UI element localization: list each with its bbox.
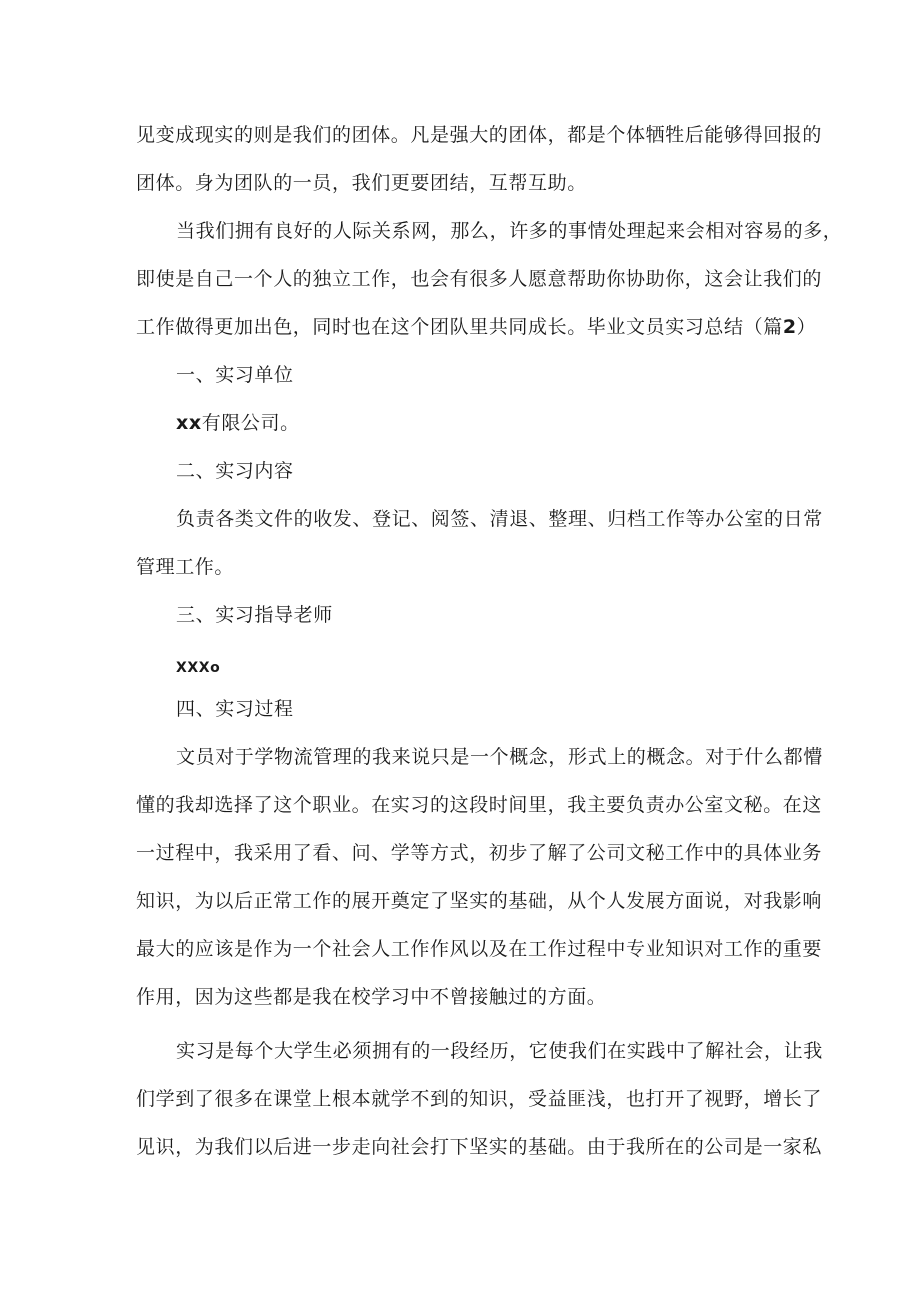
section-4-paragraph-1-line-4: 知识，为以后正常工作的展开奠定了坚实的基础，从个人发展方面说，对我影响 — [136, 890, 823, 912]
section-1-heading: 一、实习单位 — [176, 364, 294, 386]
section-4-paragraph-1-line-2: 懂的我却选择了这个职业。在实习的这段时间里，我主要负责办公室文秘。在这 — [136, 794, 823, 816]
section-1-content-prefix: xx — [176, 412, 202, 434]
paragraph-2-line-3-text: 工作做得更加出色，同时也在这个团队里共同成长。毕业文员实习总结（篇 — [136, 316, 783, 338]
section-4-heading: 四、实习过程 — [176, 698, 294, 720]
section-4-paragraph-2-line-1: 实习是每个大学生必须拥有的一段经历，它使我们在实践中了解社会，让我 — [176, 1040, 823, 1062]
section-1-content-rest: 有限公司。 — [201, 412, 300, 434]
paragraph-2-line-1: 当我们拥有良好的人际关系网，那么，许多的事情处理起来会相对容易的多， — [176, 220, 843, 242]
section-4-paragraph-1-line-6: 作用，因为这些都是我在校学习中不曾接触过的方面。 — [136, 986, 607, 1008]
section-2-line-1: 负责各类文件的收发、登记、阅签、清退、整理、归档工作等办公室的日常 — [176, 508, 823, 530]
section-2-heading: 二、实习内容 — [176, 460, 294, 482]
section-4-paragraph-1-line-1: 文员对于学物流管理的我来说只是一个概念，形式上的概念。对于什么都懵 — [176, 746, 823, 768]
paragraph-2-line-3 — [136, 315, 816, 339]
section-1-content — [176, 411, 300, 435]
section-4-paragraph-2-line-3: 见识，为我们以后进一步走向社会打下坚实的基础。由于我所在的公司是一家私 — [136, 1136, 823, 1158]
paragraph-2-close-paren: ） — [796, 316, 817, 338]
section-3-content: XXXo — [176, 660, 221, 676]
section-3-heading: 三、实习指导老师 — [176, 604, 333, 626]
paragraph-2-chapter-number: 2 — [782, 316, 797, 338]
section-4-paragraph-1-line-5: 最大的应该是作为一个社会人工作作风以及在工作过程中专业知识对工作的重要 — [136, 938, 823, 960]
paragraph-2-line-2: 即使是自己一个人的独立工作，也会有很多人愿意帮助你协助你，这会让我们的 — [136, 268, 823, 290]
section-2-line-2: 管理工作。 — [136, 556, 235, 578]
section-4-paragraph-1-line-3: 一过程中，我采用了看、问、学等方式，初步了解了公司文秘工作中的具体业务 — [136, 842, 823, 864]
section-4-paragraph-2-line-2: 们学到了很多在课堂上根本就学不到的知识，受益匪浅，也打开了视野，增长了 — [136, 1088, 823, 1110]
paragraph-1-line-2: 团体。身为团队的一员，我们更要团结，互帮互助。 — [136, 172, 587, 194]
paragraph-1-line-1: 见变成现实的则是我们的团体。凡是强大的团体，都是个体牺牲后能够得回报的 — [136, 124, 823, 146]
